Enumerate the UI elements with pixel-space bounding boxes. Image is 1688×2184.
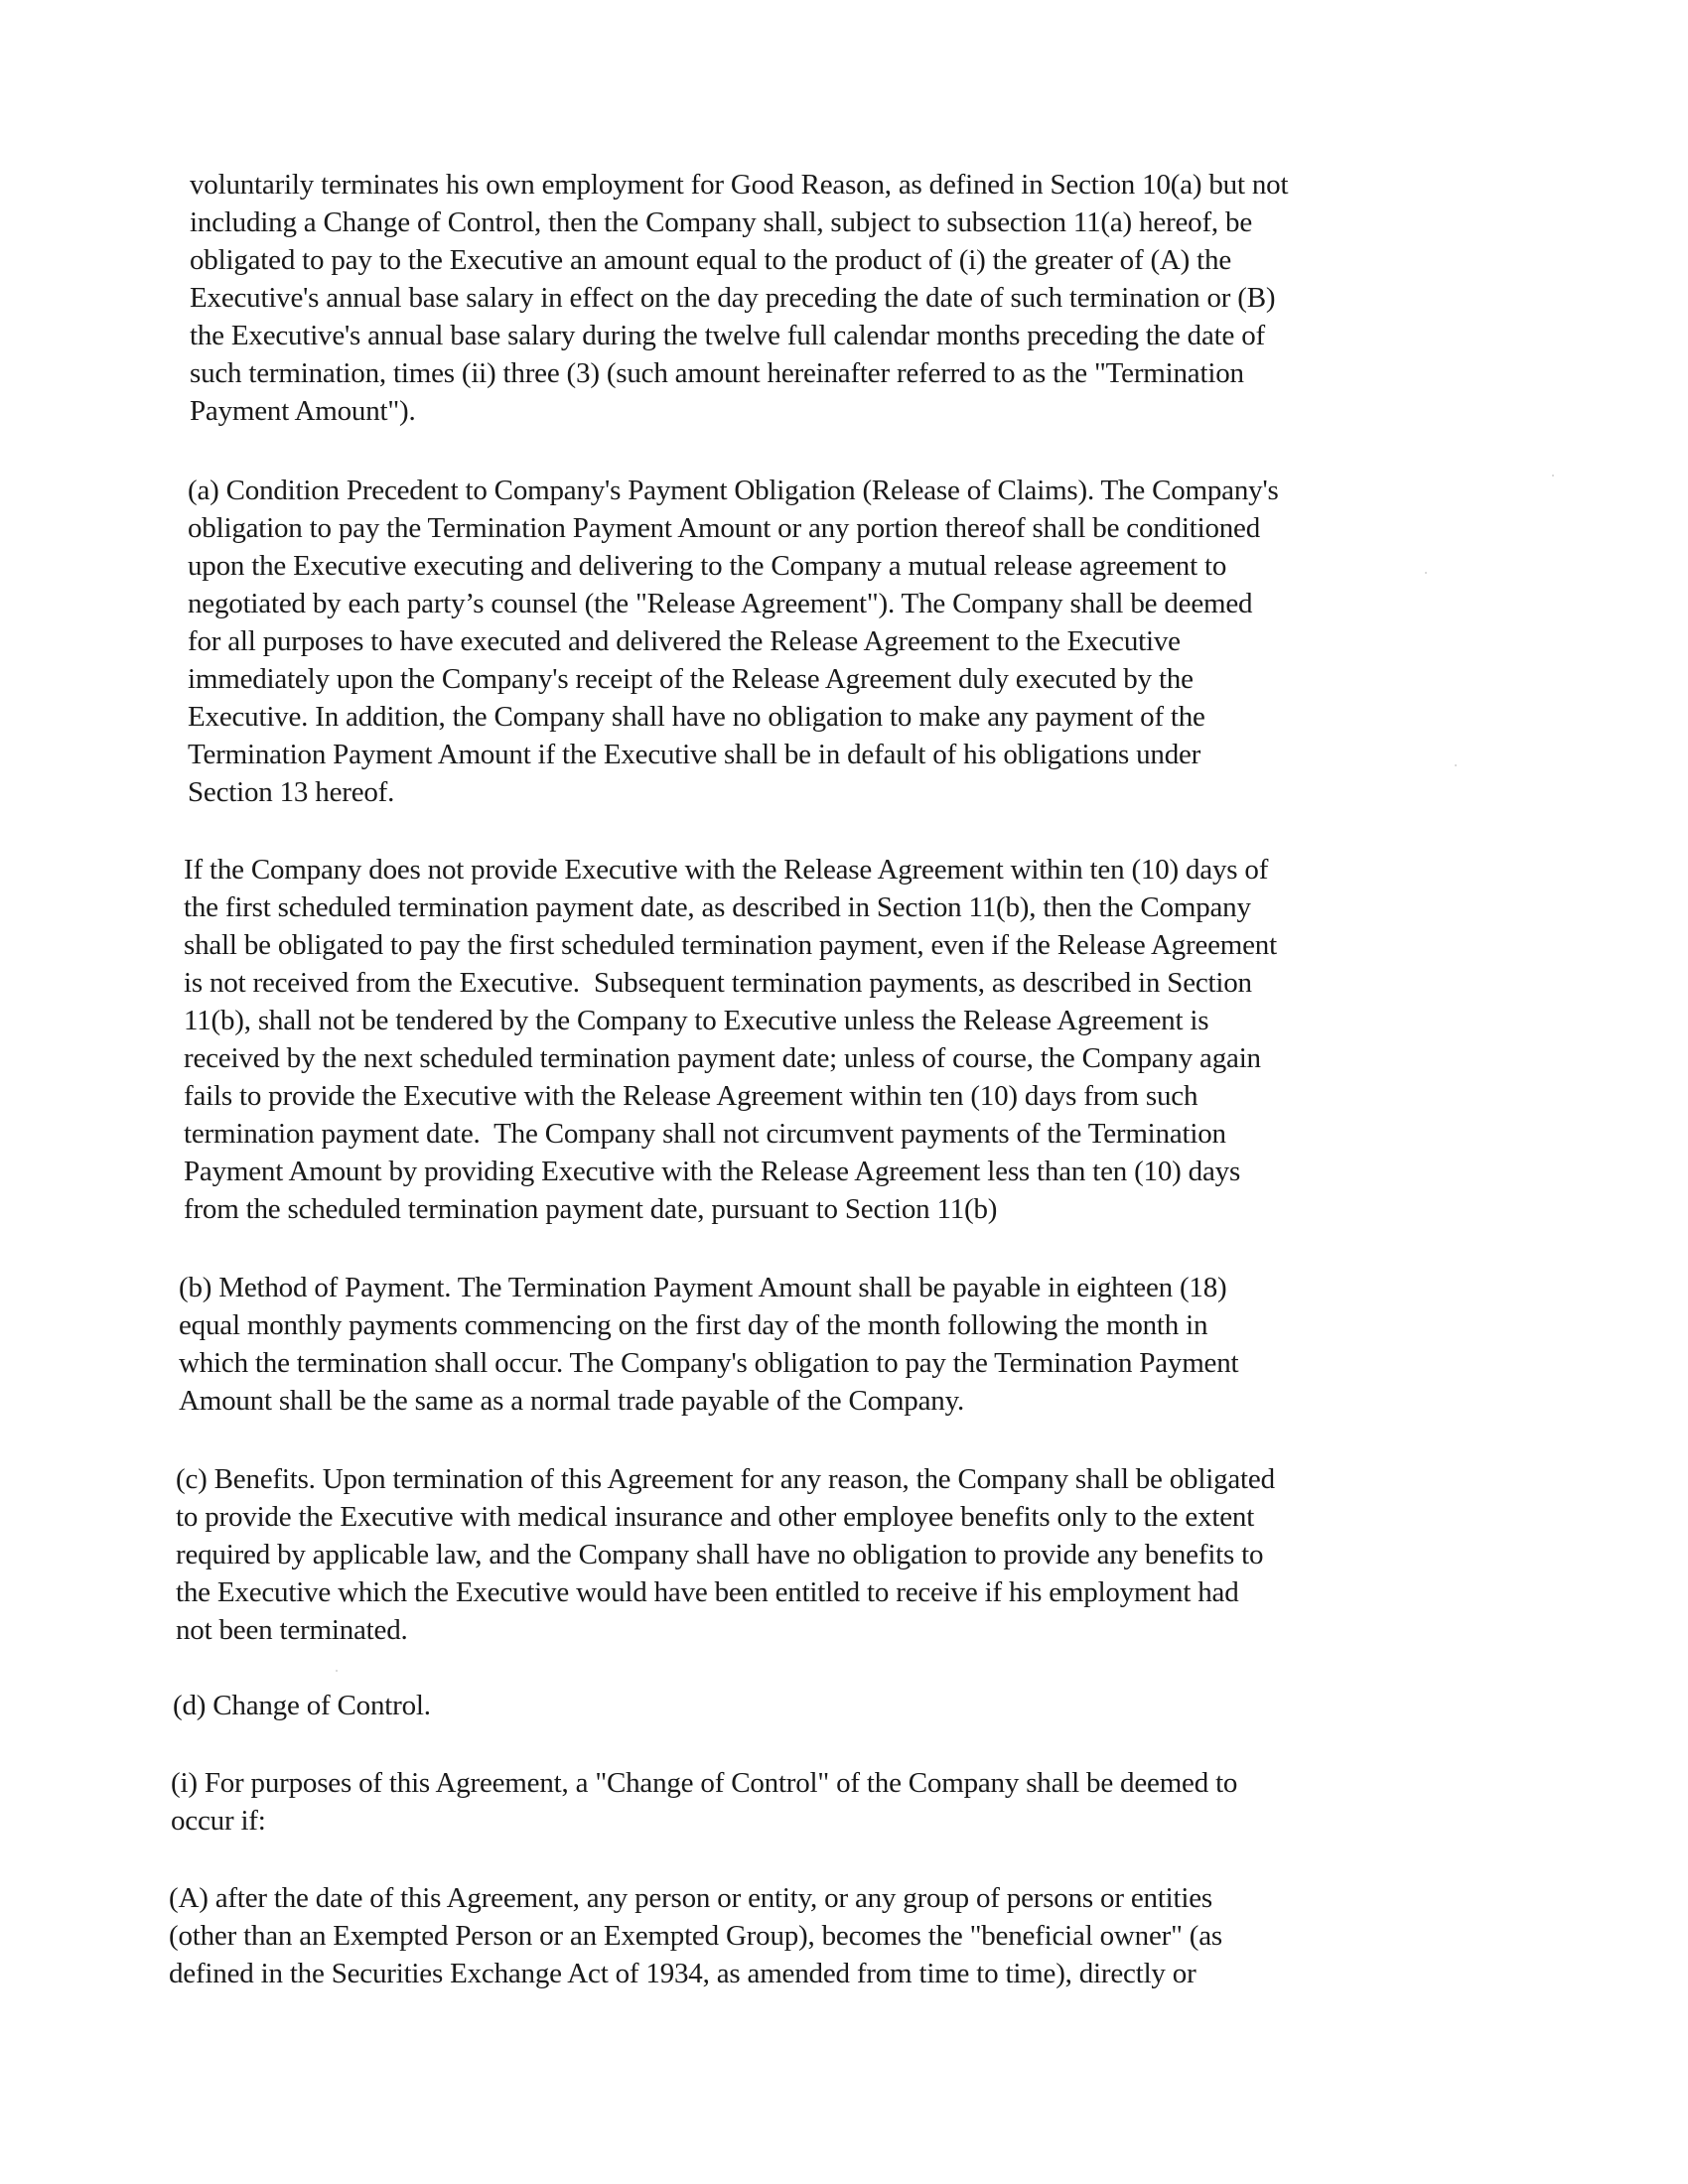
scan-speck [1552, 475, 1554, 477]
text-line: not been terminated. [176, 1614, 408, 1646]
text-line: defined in the Securities Exchange Act of 1934, as amended from time to time), directly or [169, 1958, 1196, 1989]
text-line: obligated to pay to the Executive an amount equal to the product of (i) the greater of (A) the [190, 244, 1231, 276]
text-line: to provide the Executive with medical insurance and other employee benefits only to the extent [176, 1501, 1255, 1533]
text-line: such termination, times (ii) three (3) (such amount hereinafter referred to as the "Termination [190, 357, 1244, 389]
scan-speck [1425, 572, 1427, 574]
text-line: (d) Change of Control. [173, 1690, 431, 1721]
text-line: is not received from the Executive. Subsequent termination payments, as described in Section [184, 967, 1252, 999]
text-line: required by applicable law, and the Company shall have no obligation to provide any benefits to [176, 1539, 1264, 1570]
text-line: which the termination shall occur. The Company's obligation to pay the Termination Payment [179, 1347, 1239, 1379]
text-line: 11(b), shall not be tendered by the Company to Executive unless the Release Agreement is [184, 1005, 1209, 1036]
text-line: for all purposes to have executed and delivered the Release Agreement to the Executive [188, 625, 1181, 657]
text-line: voluntarily terminates his own employment for Good Reason, as defined in Section 10(a) but not [190, 169, 1289, 201]
text-line: (other than an Exempted Person or an Exempted Group), becomes the "beneficial owner" (as [169, 1920, 1222, 1952]
text-line: immediately upon the Company's receipt of the Release Agreement duly executed by the [188, 663, 1194, 695]
text-line: If the Company does not provide Executive with the Release Agreement within ten (10) days of [184, 854, 1269, 886]
text-line: Section 13 hereof. [188, 776, 395, 808]
text-line: (c) Benefits. Upon termination of this Agreement for any reason, the Company shall be obligated [176, 1463, 1275, 1495]
text-line: received by the next scheduled termination payment date; unless of course, the Company again [184, 1042, 1261, 1074]
text-line: (a) Condition Precedent to Company's Payment Obligation (Release of Claims). The Company's [188, 475, 1279, 506]
text-line: Amount shall be the same as a normal trade payable of the Company. [179, 1385, 965, 1417]
text-line: termination payment date. The Company shall not circumvent payments of the Termination [184, 1118, 1226, 1150]
text-line: the first scheduled termination payment date, as described in Section 11(b), then the Company [184, 891, 1251, 923]
text-line: occur if: [171, 1805, 266, 1837]
text-line: negotiated by each party’s counsel (the "Release Agreement"). The Company shall be deemed [188, 588, 1253, 619]
text-line: (i) For purposes of this Agreement, a "Change of Control" of the Company shall be deemed to [171, 1767, 1238, 1799]
text-line: equal monthly payments commencing on the first day of the month following the month in [179, 1309, 1208, 1341]
text-line: shall be obligated to pay the first scheduled termination payment, even if the Release Agreement [184, 929, 1277, 961]
text-line: Executive's annual base salary in effect on the day preceding the date of such termination or (B) [190, 282, 1276, 314]
text-line: fails to provide the Executive with the Release Agreement within ten (10) days from such [184, 1080, 1198, 1112]
text-line: (A) after the date of this Agreement, any person or entity, or any group of persons or entities [169, 1882, 1212, 1914]
text-line: Payment Amount by providing Executive with the Release Agreement less than ten (10) days [184, 1156, 1241, 1187]
text-line: obligation to pay the Termination Payment Amount or any portion thereof shall be conditioned [188, 512, 1261, 544]
text-line: the Executive's annual base salary during the twelve full calendar months preceding the date of [190, 320, 1265, 351]
text-line: including a Change of Control, then the Company shall, subject to subsection 11(a) hereof, be [190, 206, 1252, 238]
text-line: upon the Executive executing and delivering to the Company a mutual release agreement to [188, 550, 1227, 582]
scan-speck [336, 1670, 338, 1672]
text-line: the Executive which the Executive would have been entitled to receive if his employment had [176, 1576, 1239, 1608]
text-line: (b) Method of Payment. The Termination Payment Amount shall be payable in eighteen (18) [179, 1272, 1227, 1303]
text-line: from the scheduled termination payment date, pursuant to Section 11(b) [184, 1193, 998, 1225]
text-line: Payment Amount"). [190, 395, 416, 427]
text-line: Termination Payment Amount if the Executive shall be in default of his obligations under [188, 739, 1201, 770]
text-line: Executive. In addition, the Company shall have no obligation to make any payment of the [188, 701, 1205, 733]
scan-speck [1455, 764, 1457, 766]
